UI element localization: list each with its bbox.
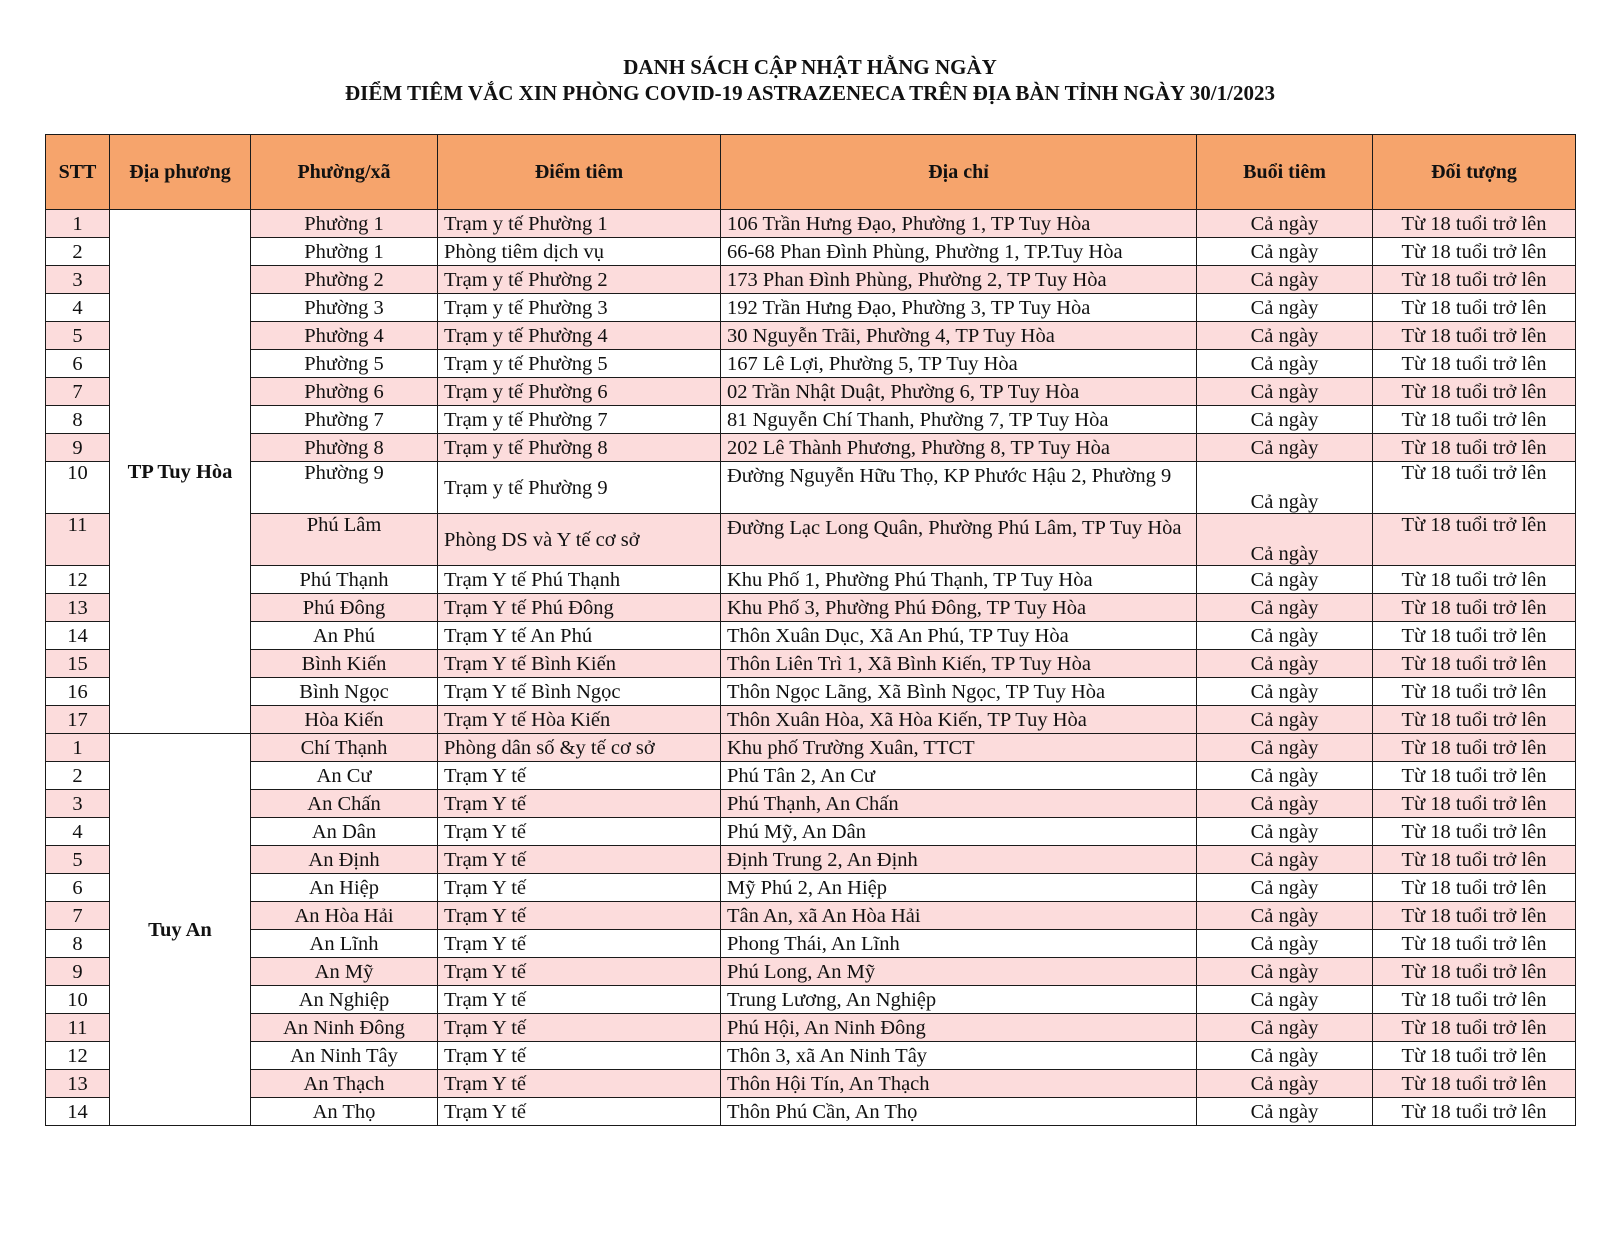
cell-address: 66-68 Phan Đình Phùng, Phường 1, TP.Tuy Hòa xyxy=(721,238,1197,266)
cell-target: Từ 18 tuổi trở lên xyxy=(1373,1098,1576,1126)
cell-site: Trạm y tế Phường 1 xyxy=(438,210,721,238)
cell-session: Cả ngày xyxy=(1197,874,1373,902)
cell-session: Cả ngày xyxy=(1197,1042,1373,1070)
cell-site: Phòng tiêm dịch vụ xyxy=(438,238,721,266)
cell-site: Trạm Y tế xyxy=(438,1098,721,1126)
cell-stt: 11 xyxy=(46,514,110,566)
cell-session: Cả ngày xyxy=(1197,790,1373,818)
cell-session: Cả ngày xyxy=(1197,1014,1373,1042)
cell-target: Từ 18 tuổi trở lên xyxy=(1373,734,1576,762)
cell-stt: 10 xyxy=(46,986,110,1014)
cell-locality: Tuy An xyxy=(110,734,251,1126)
cell-ward: Hòa Kiến xyxy=(251,706,438,734)
vaccination-sites-table xyxy=(45,134,1576,1126)
table-row xyxy=(46,762,1576,790)
table-row xyxy=(46,678,1576,706)
cell-address: Trung Lương, An Nghiệp xyxy=(721,986,1197,1014)
cell-target: Từ 18 tuổi trở lên xyxy=(1373,1014,1576,1042)
cell-stt: 15 xyxy=(46,650,110,678)
cell-session: Cả ngày xyxy=(1197,350,1373,378)
cell-stt: 1 xyxy=(46,734,110,762)
cell-stt: 6 xyxy=(46,874,110,902)
table-row xyxy=(46,1042,1576,1070)
cell-target: Từ 18 tuổi trở lên xyxy=(1373,1070,1576,1098)
table-row xyxy=(46,238,1576,266)
cell-target: Từ 18 tuổi trở lên xyxy=(1373,986,1576,1014)
cell-site: Trạm y tế Phường 5 xyxy=(438,350,721,378)
cell-ward: Phường 5 xyxy=(251,350,438,378)
table-row xyxy=(46,266,1576,294)
table-row xyxy=(46,350,1576,378)
cell-stt: 3 xyxy=(46,790,110,818)
table-row xyxy=(46,846,1576,874)
cell-site: Trạm Y tế xyxy=(438,1070,721,1098)
cell-address: Phú Long, An Mỹ xyxy=(721,958,1197,986)
cell-address: Mỹ Phú 2, An Hiệp xyxy=(721,874,1197,902)
cell-site: Trạm Y tế Hòa Kiến xyxy=(438,706,721,734)
cell-session: Cả ngày xyxy=(1197,706,1373,734)
cell-stt: 13 xyxy=(46,1070,110,1098)
cell-address: Khu Phố 1, Phường Phú Thạnh, TP Tuy Hòa xyxy=(721,566,1197,594)
cell-address: Thôn Xuân Hòa, Xã Hòa Kiến, TP Tuy Hòa xyxy=(721,706,1197,734)
cell-site: Trạm y tế Phường 9 xyxy=(438,462,721,514)
cell-session: Cả ngày xyxy=(1197,1070,1373,1098)
cell-stt: 2 xyxy=(46,762,110,790)
cell-target: Từ 18 tuổi trở lên xyxy=(1373,266,1576,294)
header-site: Điểm tiêm xyxy=(438,135,721,210)
table-row xyxy=(46,706,1576,734)
cell-ward: An Chấn xyxy=(251,790,438,818)
cell-stt: 14 xyxy=(46,1098,110,1126)
cell-ward: An Thạch xyxy=(251,1070,438,1098)
cell-stt: 8 xyxy=(46,406,110,434)
cell-ward: An Định xyxy=(251,846,438,874)
table-row xyxy=(46,566,1576,594)
table-row xyxy=(46,818,1576,846)
header-address: Địa chỉ xyxy=(721,135,1197,210)
cell-target: Từ 18 tuổi trở lên xyxy=(1373,622,1576,650)
cell-stt: 16 xyxy=(46,678,110,706)
cell-address: 173 Phan Đình Phùng, Phường 2, TP Tuy Hòa xyxy=(721,266,1197,294)
cell-session: Cả ngày xyxy=(1197,986,1373,1014)
cell-session: Cả ngày xyxy=(1197,266,1373,294)
cell-ward: An Ninh Đông xyxy=(251,1014,438,1042)
table-row xyxy=(46,294,1576,322)
cell-stt: 9 xyxy=(46,434,110,462)
cell-stt: 4 xyxy=(46,294,110,322)
cell-ward: Phường 6 xyxy=(251,378,438,406)
header-locality: Địa phương xyxy=(110,135,251,210)
cell-address: Đường Lạc Long Quân, Phường Phú Lâm, TP Tuy Hòa xyxy=(721,514,1197,566)
table-row xyxy=(46,930,1576,958)
cell-address: Định Trung 2, An Định xyxy=(721,846,1197,874)
cell-stt: 7 xyxy=(46,378,110,406)
cell-stt: 3 xyxy=(46,266,110,294)
table-row xyxy=(46,790,1576,818)
cell-site: Trạm Y tế xyxy=(438,986,721,1014)
cell-ward: Phú Lâm xyxy=(251,514,438,566)
cell-ward: An Hòa Hải xyxy=(251,902,438,930)
cell-session: Cả ngày xyxy=(1197,322,1373,350)
table-row xyxy=(46,322,1576,350)
cell-site: Trạm y tế Phường 8 xyxy=(438,434,721,462)
table-row xyxy=(46,514,1576,566)
cell-ward: Phường 1 xyxy=(251,238,438,266)
table-row xyxy=(46,986,1576,1014)
cell-target: Từ 18 tuổi trở lên xyxy=(1373,378,1576,406)
document-title: DANH SÁCH CẬP NHẬT HẰNG NGÀY xyxy=(623,55,997,79)
table-row xyxy=(46,650,1576,678)
cell-ward: Phường 4 xyxy=(251,322,438,350)
cell-target: Từ 18 tuổi trở lên xyxy=(1373,238,1576,266)
cell-ward: An Ninh Tây xyxy=(251,1042,438,1070)
table-row xyxy=(46,958,1576,986)
cell-session: Cả ngày xyxy=(1197,1098,1373,1126)
cell-address: 02 Trần Nhật Duật, Phường 6, TP Tuy Hòa xyxy=(721,378,1197,406)
cell-site: Trạm Y tế xyxy=(438,790,721,818)
cell-target: Từ 18 tuổi trở lên xyxy=(1373,874,1576,902)
cell-target: Từ 18 tuổi trở lên xyxy=(1373,846,1576,874)
cell-target: Từ 18 tuổi trở lên xyxy=(1373,650,1576,678)
document-subtitle: ĐIỂM TIÊM VẮC XIN PHÒNG COVID-19 ASTRAZENECA TRÊN ĐỊA BÀN TỈNH NGÀY 30/1/2023 xyxy=(345,81,1275,105)
cell-ward: An Phú xyxy=(251,622,438,650)
cell-site: Trạm Y tế Phú Thạnh xyxy=(438,566,721,594)
cell-address: 30 Nguyễn Trãi, Phường 4, TP Tuy Hòa xyxy=(721,322,1197,350)
cell-session: Cả ngày xyxy=(1197,210,1373,238)
cell-site: Trạm Y tế An Phú xyxy=(438,622,721,650)
cell-ward: An Cư xyxy=(251,762,438,790)
cell-address: Phú Mỹ, An Dân xyxy=(721,818,1197,846)
cell-target: Từ 18 tuổi trở lên xyxy=(1373,322,1576,350)
cell-target: Từ 18 tuổi trở lên xyxy=(1373,350,1576,378)
cell-stt: 17 xyxy=(46,706,110,734)
cell-session: Cả ngày xyxy=(1197,650,1373,678)
cell-target: Từ 18 tuổi trở lên xyxy=(1373,434,1576,462)
cell-session: Cả ngày xyxy=(1197,734,1373,762)
cell-address: 81 Nguyễn Chí Thanh, Phường 7, TP Tuy Hòa xyxy=(721,406,1197,434)
table-row xyxy=(46,462,1576,514)
cell-site: Trạm y tế Phường 6 xyxy=(438,378,721,406)
cell-stt: 4 xyxy=(46,818,110,846)
cell-site: Trạm Y tế Bình Kiến xyxy=(438,650,721,678)
cell-target: Từ 18 tuổi trở lên xyxy=(1373,566,1576,594)
cell-address: Thôn Hội Tín, An Thạch xyxy=(721,1070,1197,1098)
cell-address: Phú Hội, An Ninh Đông xyxy=(721,1014,1197,1042)
table-row xyxy=(46,1014,1576,1042)
cell-target: Từ 18 tuổi trở lên xyxy=(1373,294,1576,322)
table-row xyxy=(46,594,1576,622)
cell-site: Trạm Y tế xyxy=(438,1014,721,1042)
table-row xyxy=(46,1070,1576,1098)
cell-stt: 12 xyxy=(46,1042,110,1070)
cell-target: Từ 18 tuổi trở lên xyxy=(1373,594,1576,622)
cell-ward: An Thọ xyxy=(251,1098,438,1126)
cell-ward: Phường 9 xyxy=(251,462,438,514)
cell-session: Cả ngày xyxy=(1197,594,1373,622)
cell-ward: Bình Ngọc xyxy=(251,678,438,706)
cell-target: Từ 18 tuổi trở lên xyxy=(1373,514,1576,566)
table-row xyxy=(46,622,1576,650)
cell-site: Trạm y tế Phường 7 xyxy=(438,406,721,434)
cell-target: Từ 18 tuổi trở lên xyxy=(1373,762,1576,790)
table-row xyxy=(46,210,1576,238)
cell-address: Khu phố Trường Xuân, TTCT xyxy=(721,734,1197,762)
cell-target: Từ 18 tuổi trở lên xyxy=(1373,1042,1576,1070)
cell-ward: Bình Kiến xyxy=(251,650,438,678)
cell-address: Thôn Xuân Dục, Xã An Phú, TP Tuy Hòa xyxy=(721,622,1197,650)
cell-stt: 11 xyxy=(46,1014,110,1042)
cell-address: 202 Lê Thành Phương, Phường 8, TP Tuy Hòa xyxy=(721,434,1197,462)
cell-ward: Phú Đông xyxy=(251,594,438,622)
cell-target: Từ 18 tuổi trở lên xyxy=(1373,930,1576,958)
cell-address: Thôn Ngọc Lãng, Xã Bình Ngọc, TP Tuy Hòa xyxy=(721,678,1197,706)
cell-site: Trạm Y tế xyxy=(438,930,721,958)
cell-site: Trạm Y tế xyxy=(438,958,721,986)
cell-ward: Phường 2 xyxy=(251,266,438,294)
header-session: Buổi tiêm xyxy=(1197,135,1373,210)
cell-target: Từ 18 tuổi trở lên xyxy=(1373,902,1576,930)
cell-site: Trạm Y tế xyxy=(438,1042,721,1070)
table-body xyxy=(46,210,1576,1126)
cell-session: Cả ngày xyxy=(1197,406,1373,434)
cell-site: Trạm Y tế xyxy=(438,902,721,930)
cell-site: Phòng dân số &y tế cơ sở xyxy=(438,734,721,762)
cell-ward: An Mỹ xyxy=(251,958,438,986)
cell-stt: 2 xyxy=(46,238,110,266)
cell-site: Trạm Y tế Phú Đông xyxy=(438,594,721,622)
table-row xyxy=(46,406,1576,434)
cell-session: Cả ngày xyxy=(1197,378,1373,406)
cell-address: Thôn Liên Trì 1, Xã Bình Kiến, TP Tuy Hòa xyxy=(721,650,1197,678)
cell-ward: An Nghiệp xyxy=(251,986,438,1014)
cell-stt: 7 xyxy=(46,902,110,930)
cell-address: 106 Trần Hưng Đạo, Phường 1, TP Tuy Hòa xyxy=(721,210,1197,238)
cell-address: Phong Thái, An Lĩnh xyxy=(721,930,1197,958)
cell-site: Trạm Y tế xyxy=(438,874,721,902)
cell-stt: 9 xyxy=(46,958,110,986)
table-row xyxy=(46,874,1576,902)
cell-site: Trạm Y tế xyxy=(438,846,721,874)
cell-session: Cả ngày xyxy=(1197,930,1373,958)
cell-ward: An Dân xyxy=(251,818,438,846)
cell-address: Đường Nguyễn Hữu Thọ, KP Phước Hậu 2, Phường 9 xyxy=(721,462,1197,514)
cell-ward: Phường 1 xyxy=(251,210,438,238)
cell-site: Trạm Y tế xyxy=(438,762,721,790)
table-row xyxy=(46,434,1576,462)
cell-session: Cả ngày xyxy=(1197,958,1373,986)
cell-stt: 10 xyxy=(46,462,110,514)
cell-ward: Phường 8 xyxy=(251,434,438,462)
header-ward: Phường/xã xyxy=(251,135,438,210)
cell-address: Phú Tân 2, An Cư xyxy=(721,762,1197,790)
cell-target: Từ 18 tuổi trở lên xyxy=(1373,958,1576,986)
cell-address: Tân An, xã An Hòa Hải xyxy=(721,902,1197,930)
cell-session: Cả ngày xyxy=(1197,434,1373,462)
cell-session: Cả ngày xyxy=(1197,238,1373,266)
cell-site: Trạm y tế Phường 2 xyxy=(438,266,721,294)
cell-stt: 13 xyxy=(46,594,110,622)
cell-ward: Phường 7 xyxy=(251,406,438,434)
cell-address: Thôn Phú Cần, An Thọ xyxy=(721,1098,1197,1126)
cell-session: Cả ngày xyxy=(1197,622,1373,650)
cell-site: Trạm y tế Phường 4 xyxy=(438,322,721,350)
table-row xyxy=(46,378,1576,406)
cell-stt: 8 xyxy=(46,930,110,958)
cell-session: Cả ngày xyxy=(1197,818,1373,846)
cell-target: Từ 18 tuổi trở lên xyxy=(1373,406,1576,434)
cell-address: 192 Trần Hưng Đạo, Phường 3, TP Tuy Hòa xyxy=(721,294,1197,322)
cell-target: Từ 18 tuổi trở lên xyxy=(1373,706,1576,734)
cell-session: Cả ngày xyxy=(1197,566,1373,594)
cell-locality: TP Tuy Hòa xyxy=(110,210,251,734)
cell-address: 167 Lê Lợi, Phường 5, TP Tuy Hòa xyxy=(721,350,1197,378)
cell-address: Phú Thạnh, An Chấn xyxy=(721,790,1197,818)
cell-site: Phòng DS và Y tế cơ sở xyxy=(438,514,721,566)
cell-ward: Phú Thạnh xyxy=(251,566,438,594)
header-target: Đối tượng xyxy=(1373,135,1576,210)
table-header-row xyxy=(46,135,1576,210)
cell-target: Từ 18 tuổi trở lên xyxy=(1373,678,1576,706)
cell-session: Cả ngày xyxy=(1197,902,1373,930)
cell-session: Cả ngày xyxy=(1197,846,1373,874)
table-row xyxy=(46,734,1576,762)
cell-address: Thôn 3, xã An Ninh Tây xyxy=(721,1042,1197,1070)
cell-target: Từ 18 tuổi trở lên xyxy=(1373,462,1576,514)
cell-session: Cả ngày xyxy=(1197,462,1373,514)
cell-stt: 14 xyxy=(46,622,110,650)
cell-address: Khu Phố 3, Phường Phú Đông, TP Tuy Hòa xyxy=(721,594,1197,622)
cell-site: Trạm Y tế Bình Ngọc xyxy=(438,678,721,706)
cell-stt: 6 xyxy=(46,350,110,378)
cell-target: Từ 18 tuổi trở lên xyxy=(1373,210,1576,238)
cell-ward: Chí Thạnh xyxy=(251,734,438,762)
cell-target: Từ 18 tuổi trở lên xyxy=(1373,790,1576,818)
cell-ward: An Hiệp xyxy=(251,874,438,902)
table-row xyxy=(46,902,1576,930)
cell-site: Trạm Y tế xyxy=(438,818,721,846)
table-row xyxy=(46,1098,1576,1126)
cell-session: Cả ngày xyxy=(1197,678,1373,706)
cell-ward: An Lĩnh xyxy=(251,930,438,958)
cell-ward: Phường 3 xyxy=(251,294,438,322)
cell-stt: 5 xyxy=(46,322,110,350)
cell-site: Trạm y tế Phường 3 xyxy=(438,294,721,322)
cell-target: Từ 18 tuổi trở lên xyxy=(1373,818,1576,846)
header-stt: STT xyxy=(46,135,110,210)
cell-stt: 1 xyxy=(46,210,110,238)
cell-session: Cả ngày xyxy=(1197,294,1373,322)
cell-stt: 12 xyxy=(46,566,110,594)
cell-session: Cả ngày xyxy=(1197,762,1373,790)
cell-stt: 5 xyxy=(46,846,110,874)
cell-session: Cả ngày xyxy=(1197,514,1373,566)
